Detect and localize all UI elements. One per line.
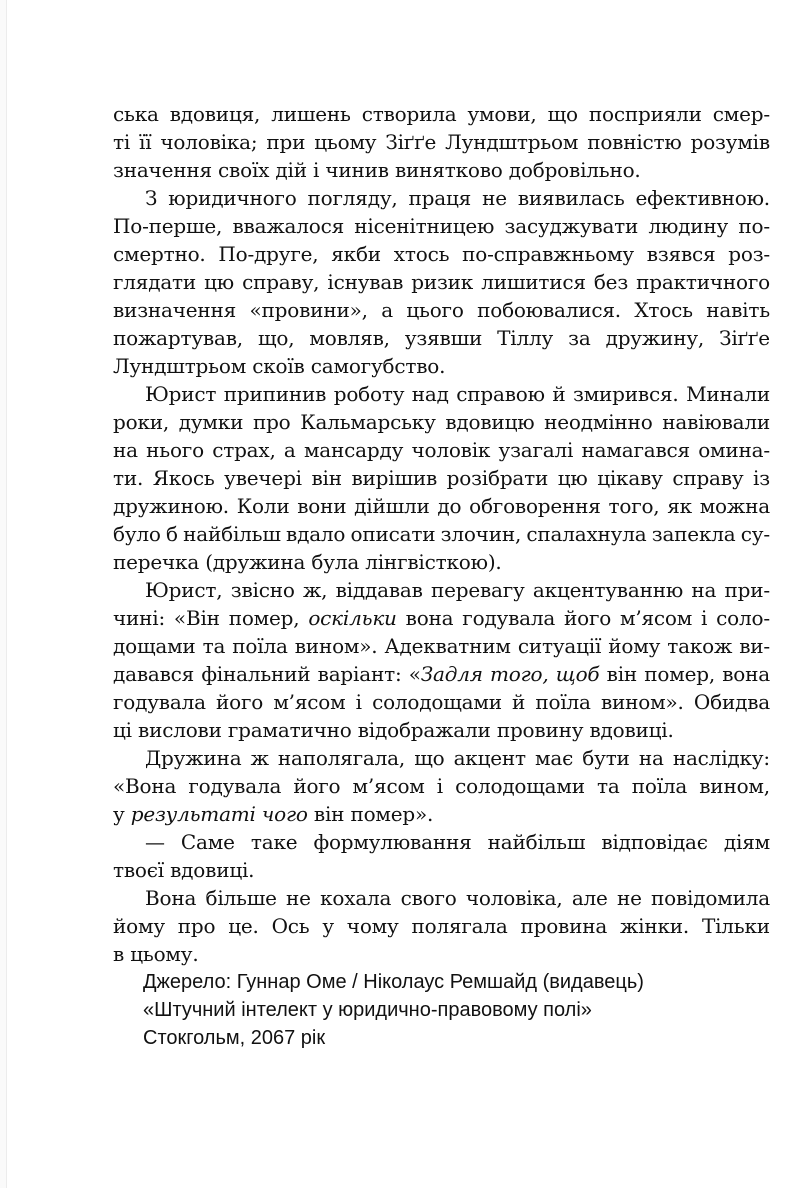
text-line: чині: «Він помер, оскільки вона годувала його м’ясом і соло- [113,606,770,630]
paragraph [113,828,770,884]
text-line: твоєї вдовиці. [113,858,255,882]
text-line: в цьому. [113,942,199,966]
citation-line: «Штучний інтелект у юридично-правовому полі» [143,999,592,1021]
text-line: значення своїх дій і чинив винятково добровільно. [113,158,641,182]
citation-line: Стокгольм, 2067 рік [143,1027,326,1049]
text-block [113,100,770,1052]
text-line: Вона більше не кохала свого чоловіка, але не повідомила [145,886,770,910]
text-line: на нього страх, а мансарду чоловік узагалі намагався омина- [113,438,770,462]
paragraph [113,184,770,380]
text-line: ті її чоловіка; при цьому Зіґґе Лундштрьом повністю розумів [113,130,770,154]
text-line: давався фінальний варіант: «Задля того, щоб він помер, вона [113,662,770,686]
text-line: смертно. По-друге, якби хтось по-справжньому взявся роз- [113,242,770,266]
text-line: Дружина ж наполягала, що акцент має бути на наслідку: [145,746,770,770]
citation-block [113,968,770,1052]
text-line: дощами та поїла вином». Адекватним ситуації йому також ви- [113,634,770,658]
text-line: З юридичного погляду, праця не виявилась ефективною. [145,186,770,210]
text-line: глядати цю справу, існував ризик лишитися без практичного [113,270,770,294]
text-line: у результаті чого він помер». [113,802,434,826]
paragraph [113,884,770,968]
paragraph [113,744,770,828]
text-line: йому про це. Ось у чому полягала провина жінки. Тільки [113,914,770,938]
paragraph [113,380,770,576]
text-line: «Вона годувала його м’ясом і солодощами та поїла вином, [113,774,770,798]
text-line: ти. Якось увечері він вирішив розібрати цю цікаву справу із [113,466,770,490]
text-line: ці вислови граматично відображали провину вдовиці. [113,718,674,742]
text-line: годувала його м’ясом і солодощами й поїла вином». Обидва [113,690,770,714]
text-line: роки, думки про Кальмарську вдовицю неодмінно навіювали [113,410,770,434]
citation-line: Джерело: Гуннар Оме / Ніколаус Ремшайд (видавець) [143,971,644,993]
paragraph [113,576,770,744]
text-line: Юрист, звісно ж, віддавав перевагу акцентуванню на при- [145,578,770,602]
text-line: Лундштрьом скоїв самогубство. [113,354,446,378]
text-line: дружиною. Коли вони дійшли до обговорення того, як можна [113,494,770,518]
text-line: було б найбільш вдало описати злочин, спалахнула запекла су- [113,522,770,546]
text-line: — Саме таке формулювання найбільш відповідає діям [145,830,770,854]
text-line: По-перше, вважалося нісенітницею засуджувати людину по- [113,214,770,238]
body-text [113,100,770,968]
page-edge-line [0,0,7,1188]
text-line: перечка (дружина була лінгвісткою). [113,550,502,574]
text-line: Юрист припинив роботу над справою й змирився. Минали [145,382,770,406]
text-line: визначення «провини», а цього побоювалися. Хтось навіть [113,298,770,322]
paragraph [113,100,770,184]
text-line: пожартував, що, мовляв, узявши Тіллу за дружину, Зіґґе [113,326,770,350]
text-line: ська вдовиця, лишень створила умови, що посприяли смер- [113,102,770,126]
